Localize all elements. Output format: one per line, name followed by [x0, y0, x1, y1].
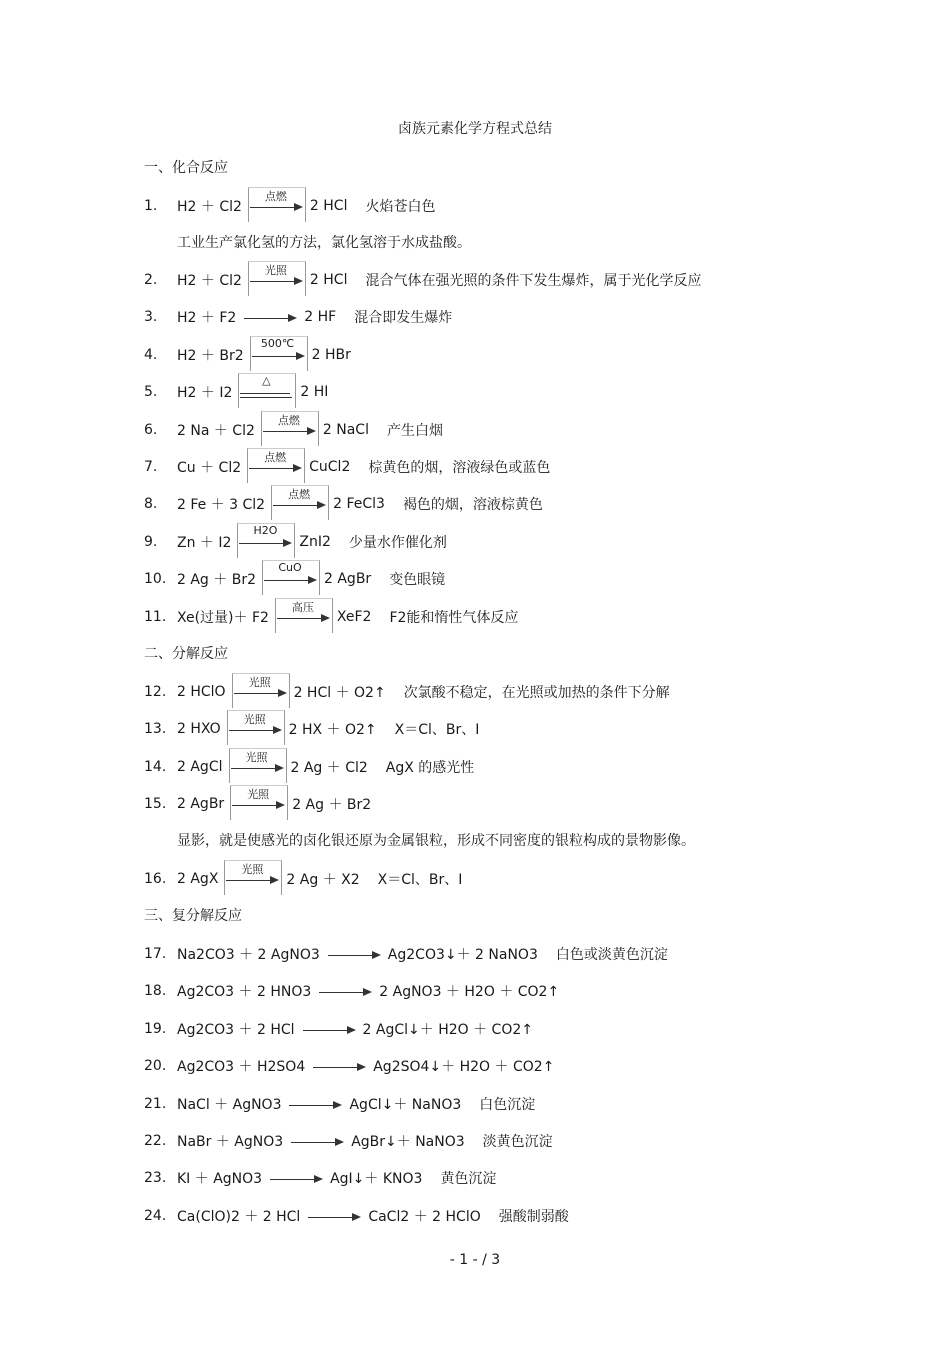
- equation-products: 2 NaCl: [322, 422, 369, 438]
- equation-number: 2.: [144, 272, 158, 288]
- equation-number: 13.: [144, 721, 167, 737]
- equation-row: [144, 788, 372, 815]
- equation-remark: 褐色的烟，溶液棕黄色: [402, 497, 543, 513]
- section-heading-combination: 一、化合反应: [144, 160, 228, 176]
- equation-reactants: Xe(过量)＋ F2: [177, 610, 269, 626]
- section-heading-double-decomposition: 三、复分解反应: [144, 908, 242, 924]
- equation-remark: 白色沉淀: [479, 1097, 536, 1113]
- equation-remark: 次氯酸不稳定，在光照或加热的条件下分解: [403, 685, 670, 701]
- note-industrial-hcl: 工业生产氯化氢的方法，氯化氢溶于水成盐酸。: [177, 235, 471, 251]
- section-heading-decomposition: 二、分解反应: [144, 646, 228, 662]
- equation-row: [144, 1093, 535, 1115]
- equation-reactants: NaCl ＋ AgNO3: [177, 1097, 282, 1113]
- equation-products: AgCl↓＋ NaNO3: [349, 1097, 462, 1113]
- equation-products: AgBr↓＋ NaNO3: [351, 1134, 465, 1150]
- equation-number: 17.: [144, 946, 167, 962]
- equation-number: 6.: [144, 422, 158, 438]
- equation-row: [144, 337, 351, 366]
- equation-products: 2 HCl: [309, 198, 348, 214]
- equation-row: [144, 561, 446, 590]
- reaction-arrow-icon: [232, 676, 288, 703]
- equation-number: 9.: [144, 534, 158, 550]
- reaction-arrow-icon: [242, 306, 298, 328]
- equation-reactants: H2 ＋ Cl2: [177, 199, 242, 215]
- equation-number: 16.: [144, 871, 167, 887]
- equation-remark: X＝Cl、Br、I: [394, 722, 480, 738]
- equation-number: 15.: [144, 796, 167, 812]
- equation-products: XeF2: [336, 609, 372, 625]
- equation-number: 7.: [144, 459, 158, 475]
- equation-products: Ag2SO4↓＋ H2O ＋ CO2↑: [373, 1059, 555, 1075]
- equation-row: [144, 601, 519, 628]
- equation-reactants: Cu ＋ Cl2: [177, 460, 242, 476]
- equation-reactants: KI ＋ AgNO3: [177, 1171, 263, 1187]
- equation-row: [144, 524, 447, 553]
- equation-row: [144, 676, 670, 703]
- equation-row: [144, 1205, 569, 1227]
- reaction-arrow-icon: [227, 713, 283, 740]
- equation-row: [144, 713, 480, 740]
- reaction-condition: 高压: [291, 601, 314, 614]
- reaction-arrow-icon: [306, 1205, 362, 1227]
- equation-reactants: Na2CO3 ＋ 2 AgNO3: [177, 947, 320, 963]
- equation-products: 2 Ag ＋ Cl2: [290, 760, 368, 776]
- equation-products: 2 Ag ＋ Br2: [292, 797, 372, 813]
- reaction-condition: 点燃: [264, 190, 287, 203]
- equation-number: 12.: [144, 684, 167, 700]
- equation-products: 2 HCl: [309, 272, 348, 288]
- reaction-arrow-icon: [250, 337, 306, 366]
- equation-reactants: Ca(ClO)2 ＋ 2 HCl: [177, 1209, 301, 1225]
- equation-remark: 变色眼镜: [389, 572, 446, 588]
- equation-number: 3.: [144, 309, 158, 325]
- reaction-condition: CuO: [278, 561, 302, 574]
- equation-reactants: 2 Na ＋ Cl2: [177, 423, 255, 439]
- equation-remark: 棕黄色的烟，溶液绿色或蓝色: [368, 460, 551, 476]
- equation-reactants: H2 ＋ I2: [177, 385, 233, 401]
- equation-products: 2 Ag ＋ X2: [286, 872, 360, 888]
- reaction-arrow-icon: [261, 414, 317, 441]
- document-title: 卤族元素化学方程式总结: [398, 121, 552, 137]
- equation-products: Ag2CO3↓＋ 2 NaNO3: [387, 947, 538, 963]
- equation-number: 20.: [144, 1058, 167, 1074]
- reaction-condition: 光照: [241, 863, 264, 876]
- equation-products: 2 FeCl3: [333, 496, 385, 512]
- reversible-arrow-icon: [238, 374, 294, 403]
- equation-number: 24.: [144, 1208, 167, 1224]
- equation-number: 18.: [144, 983, 167, 999]
- equation-row: [144, 1130, 553, 1152]
- page-number: - 1 - / 3: [449, 1252, 501, 1268]
- reaction-arrow-icon: [237, 524, 293, 553]
- note-development: 显影，就是使感光的卤化银还原为金属银粒，形成不同密度的银粒构成的景物影像。: [177, 833, 695, 849]
- equation-reactants: 2 AgX: [177, 871, 219, 887]
- reaction-arrow-icon: [224, 863, 280, 890]
- equation-reactants: 2 AgBr: [177, 796, 225, 812]
- equation-row: [144, 374, 329, 403]
- equation-reactants: H2 ＋ Cl2: [177, 273, 242, 289]
- equation-remark: 白色或淡黄色沉淀: [555, 947, 668, 963]
- equation-products: 2 HCl ＋ O2↑: [293, 685, 386, 701]
- reaction-condition: △: [262, 374, 271, 387]
- reaction-arrow-icon: [230, 788, 286, 815]
- equation-products: CaCl2 ＋ 2 HClO: [368, 1209, 481, 1225]
- equation-products: AgI↓＋ KNO3: [330, 1171, 423, 1187]
- equation-number: 1.: [144, 198, 158, 214]
- reaction-arrow-icon: [287, 1093, 343, 1115]
- equation-remark: X＝Cl、Br、I: [377, 872, 463, 888]
- reaction-arrow-icon: [268, 1167, 324, 1189]
- equation-reactants: 2 HXO: [177, 721, 221, 737]
- equation-row: [144, 1018, 533, 1040]
- equation-row: [144, 414, 443, 441]
- reaction-arrow-icon: [275, 601, 331, 628]
- equation-row: [144, 943, 668, 965]
- equation-remark: 火焰苍白色: [365, 199, 436, 215]
- reaction-condition: 光照: [247, 788, 270, 801]
- equation-number: 10.: [144, 571, 167, 587]
- reaction-arrow-icon: [326, 943, 382, 965]
- equation-row: [144, 751, 475, 778]
- equation-number: 21.: [144, 1096, 167, 1112]
- equation-row: [144, 980, 559, 1002]
- equation-number: 22.: [144, 1133, 167, 1149]
- reaction-arrow-icon: [248, 190, 304, 217]
- equation-reactants: Ag2CO3 ＋ H2SO4: [177, 1059, 306, 1075]
- reaction-condition: 光照: [245, 751, 268, 764]
- reaction-condition: 光照: [248, 676, 271, 689]
- reaction-condition: 500℃: [260, 337, 295, 350]
- equation-reactants: 2 AgCl: [177, 759, 223, 775]
- equation-row: [144, 488, 543, 515]
- equation-products: 2 AgNO3 ＋ H2O ＋ CO2↑: [379, 984, 560, 1000]
- equation-products: ZnI2: [299, 534, 331, 550]
- equation-number: 23.: [144, 1170, 167, 1186]
- reaction-arrow-icon: [289, 1130, 345, 1152]
- equation-number: 11.: [144, 609, 167, 625]
- reaction-condition: 点燃: [277, 414, 300, 427]
- reaction-condition: 点燃: [288, 488, 311, 501]
- reaction-arrow-icon: [247, 451, 303, 478]
- equation-remark: 强酸制弱酸: [498, 1209, 569, 1225]
- equation-reactants: 2 HClO: [177, 684, 226, 700]
- equation-products: 2 HI: [300, 384, 329, 400]
- equation-remark: 少量水作催化剂: [348, 535, 447, 551]
- equation-reactants: 2 Fe ＋ 3 Cl2: [177, 497, 266, 513]
- equation-reactants: Ag2CO3 ＋ 2 HNO3: [177, 984, 312, 1000]
- reaction-arrow-icon: [271, 488, 327, 515]
- equation-reactants: Zn ＋ I2: [177, 535, 232, 551]
- equation-row: [144, 863, 463, 890]
- equation-products: 2 HBr: [311, 347, 351, 363]
- reaction-arrow-icon: [262, 561, 318, 590]
- equation-row: [144, 306, 452, 328]
- equation-row: [144, 1167, 496, 1189]
- equation-number: 5.: [144, 384, 158, 400]
- reaction-arrow-icon: [311, 1055, 367, 1077]
- equation-number: 19.: [144, 1021, 167, 1037]
- reaction-arrow-icon: [229, 751, 285, 778]
- equation-remark: AgX 的感光性: [385, 760, 475, 776]
- equation-row: [144, 451, 551, 478]
- equation-row: [144, 190, 436, 217]
- equation-products: CuCl2: [309, 459, 351, 475]
- reaction-condition: 点燃: [264, 451, 287, 464]
- equation-reactants: H2 ＋ Br2: [177, 348, 244, 364]
- reaction-condition: H2O: [253, 524, 278, 537]
- equation-remark: F2能和惰性气体反应: [389, 610, 519, 626]
- equation-reactants: Ag2CO3 ＋ 2 HCl: [177, 1022, 295, 1038]
- equation-row: [144, 264, 702, 291]
- equation-remark: 混合气体在强光照的条件下发生爆炸，属于光化学反应: [365, 273, 702, 289]
- equation-number: 14.: [144, 759, 167, 775]
- reaction-arrow-icon: [301, 1018, 357, 1040]
- equation-products: 2 HF: [304, 309, 337, 325]
- reaction-condition: 光照: [243, 713, 266, 726]
- equation-products: 2 AgBr: [324, 571, 372, 587]
- reaction-condition: 光照: [264, 264, 287, 277]
- equation-number: 4.: [144, 347, 158, 363]
- reaction-arrow-icon: [317, 980, 373, 1002]
- equation-number: 8.: [144, 496, 158, 512]
- equation-row: [144, 1055, 554, 1077]
- equation-reactants: NaBr ＋ AgNO3: [177, 1134, 284, 1150]
- equation-remark: 黄色沉淀: [440, 1171, 497, 1187]
- reaction-arrow-icon: [248, 264, 304, 291]
- equation-reactants: 2 Ag ＋ Br2: [177, 572, 256, 588]
- equation-remark: 混合即发生爆炸: [354, 310, 453, 326]
- equation-products: 2 HX ＋ O2↑: [288, 722, 377, 738]
- equation-reactants: H2 ＋ F2: [177, 310, 237, 326]
- equation-remark: 产生白烟: [386, 423, 443, 439]
- equation-remark: 淡黄色沉淀: [482, 1134, 553, 1150]
- equation-products: 2 AgCl↓＋ H2O ＋ CO2↑: [362, 1022, 533, 1038]
